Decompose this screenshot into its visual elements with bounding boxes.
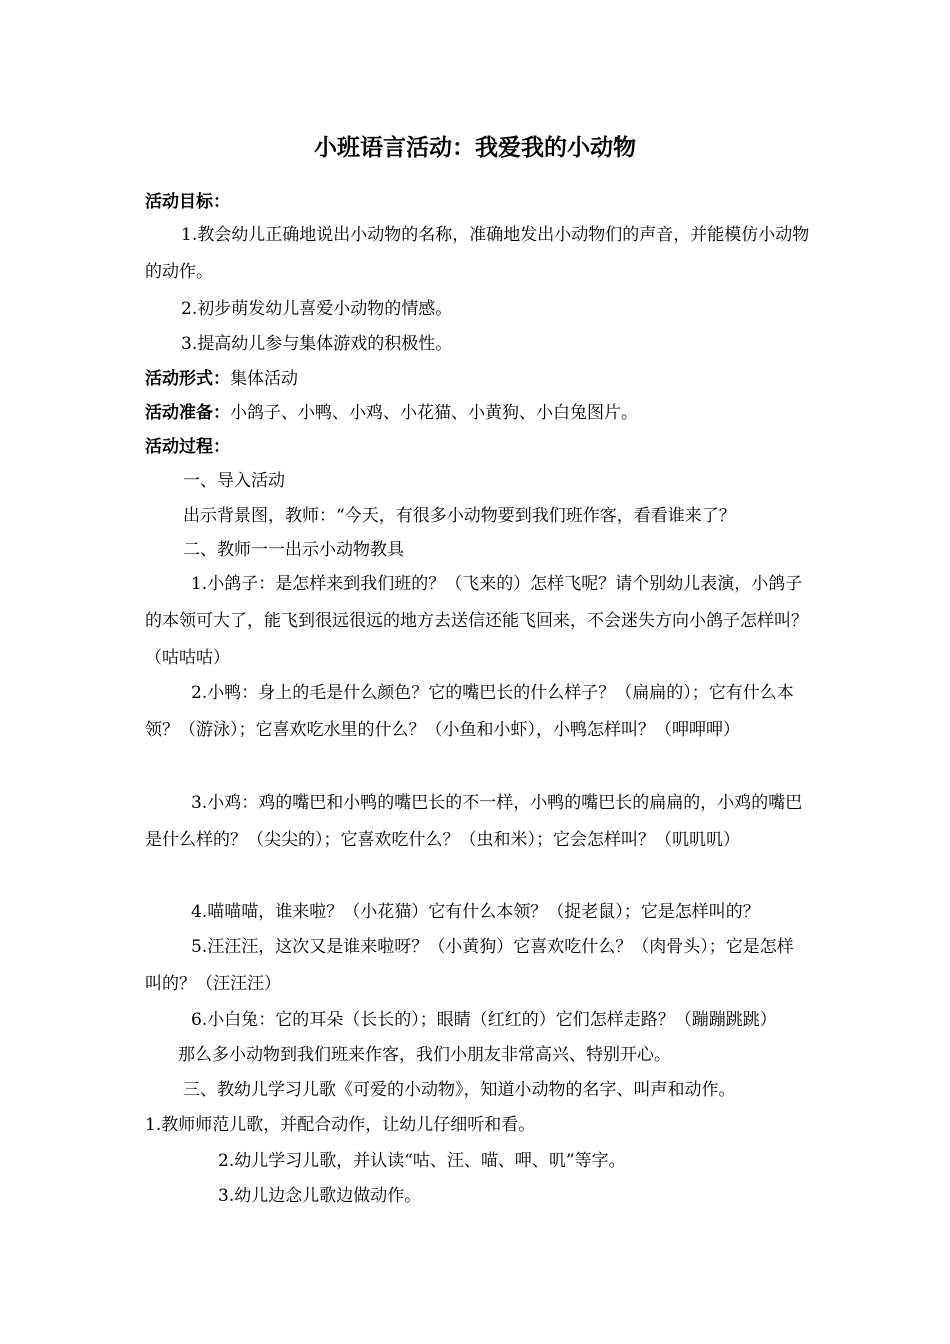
animal-item-dog: 5.汪汪汪，这次又是谁来啦呀？（小黄狗）它喜欢吃什么？（肉骨头）；它是怎样叫的？（汪汪汪）: [145, 937, 794, 994]
summary-text: 那么多小动物到我们班来作客，我们小朋友非常高兴、特别开心。: [178, 1045, 671, 1065]
form-row: [145, 361, 298, 397]
animal-item-chick: 3.小鸡：鸡的嘴巴和小鸭的嘴巴长的不一样，小鸭的嘴巴长的扁扁的，小鸡的嘴巴是什么样的？（尖尖的）；它喜欢吃什么？（虫和米）；它会怎样叫？（叽叽叽）: [145, 793, 803, 850]
step3-sub-item: 3.幼儿边念儿歌边做动作。: [218, 1186, 422, 1206]
form-heading: 活动形式：: [145, 369, 230, 389]
step3-title: 三、教幼儿学习儿歌《可爱的小动物》，知道小动物的名字、叫声和动作。: [183, 1080, 736, 1100]
goal-item: 1.教会幼儿正确地说出小动物的名称，准确地发出小动物们的声音，并能模仿小动物的动作。: [145, 225, 810, 282]
step3-sub-item: 1.教师师范儿歌，并配合动作，让幼儿仔细听和看。: [145, 1115, 536, 1135]
prep-row: [145, 395, 638, 431]
animal-item-rabbit: 6.小白兔：它的耳朵（长长的）；眼睛（红红的）它们怎样走路？（蹦蹦跳跳）: [191, 1010, 777, 1030]
goal-item: 3.提高幼儿参与集体游戏的积极性。: [181, 334, 453, 354]
goal-item: 2.初步萌发幼儿喜爱小动物的情感。: [181, 299, 453, 319]
animal-item-duck: 2.小鸭：身上的毛是什么颜色？它的嘴巴长的什么样子？（扁扁的）；它有什么本领？（游泳）；它喜欢吃水里的什么？（小鱼和小虾），小鸭怎样叫？（呷呷呷）: [145, 683, 794, 740]
step1-text: 出示背景图，教师：“今天，有很多小动物要到我们班作客，看看谁来了？: [183, 506, 736, 526]
process-heading: 活动过程：: [145, 437, 230, 457]
prep-heading: 活动准备：: [145, 403, 230, 423]
page-title: 小班语言活动：我爱我的小动物: [314, 135, 636, 161]
step3-sub-item: 2.幼儿学习儿歌，并认读“咕、汪、喵、呷、叽”等字。: [218, 1151, 626, 1171]
goals-heading: 活动目标：: [145, 192, 230, 212]
step1-title: 一、导入活动: [183, 471, 285, 491]
form-value: 集体活动: [230, 369, 298, 389]
animal-item-pigeon: 1.小鸽子：是怎样来到我们班的？（飞来的）怎样飞呢？请个别幼儿表演，小鸽子的本领可大了，能飞到很远很远的地方去送信还能飞回来，不会迷失方向小鸽子怎样叫？（咕咕咕）: [145, 574, 808, 668]
step2-title: 二、教师一一出示小动物教具: [183, 540, 404, 560]
prep-value: 小鸽子、小鸭、小鸡、小花猫、小黄狗、小白兔图片。: [230, 403, 638, 423]
animal-item-cat: 4.喵喵喵，谁来啦？（小花猫）它有什么本领？（捉老鼠）；它是怎样叫的？: [191, 902, 760, 922]
